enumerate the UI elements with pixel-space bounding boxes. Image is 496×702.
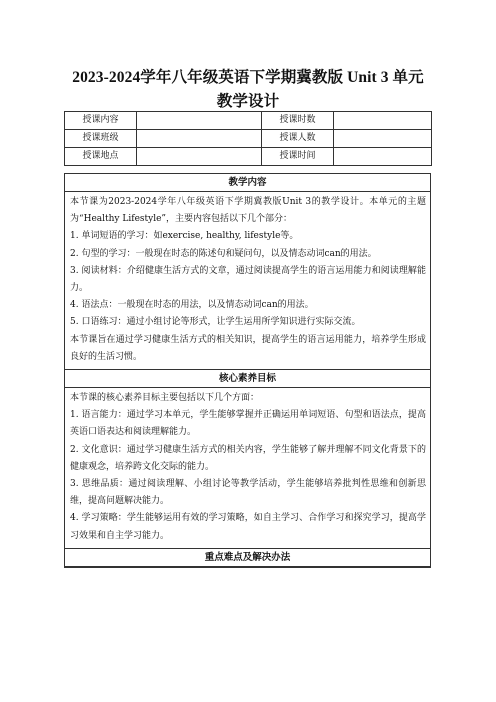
page-title-line-2: 教学设计 — [216, 93, 280, 110]
value-lesson-class[interactable] — [137, 130, 262, 148]
section-body-content — [65, 192, 430, 369]
value-lesson-location[interactable] — [137, 148, 262, 166]
value-lesson-hours[interactable] — [334, 112, 432, 130]
info-row-location — [65, 148, 432, 166]
section-header-difficulties: 重点难点及解决办法 — [65, 548, 430, 567]
value-lesson-content[interactable] — [137, 112, 262, 130]
goals-paragraph: 本节课的核心素养目标主要包括以下几个方面： — [70, 393, 260, 404]
goals-paragraph: 2. 文化意识：通过学习健康生活方式的相关内容，学生能够了解并理解不同文化背景下的健康观念，培养跨文化交际的能力。 — [70, 444, 426, 472]
label-student-count: 授课人数 — [262, 130, 334, 148]
page-title-line-1: 2023-2024学年八年级英语下学期冀教版 Unit 3 单元 — [72, 69, 424, 86]
goals-paragraph: 3. 思维品质：通过阅读理解、小组讨论等教学活动，学生能够培养批判性思维和创新思维，提高问题解决能力。 — [70, 479, 426, 507]
content-paragraph: 1. 单词短语的学习：如exercise, healthy, lifestyle等。 — [70, 231, 299, 242]
content-paragraph: 3. 阅读材料：介绍健康生活方式的文章，通过阅读提高学生的语言运用能力和阅读理解能力。 — [70, 265, 426, 294]
content-paragraph: 2. 句型的学习：一般现在时态的陈述句和疑问句，以及情态动词can的用法。 — [70, 248, 377, 259]
label-lesson-hours: 授课时数 — [262, 112, 334, 130]
section-header-content: 教学内容 — [65, 173, 430, 192]
lesson-sections — [64, 173, 431, 568]
value-lesson-time[interactable] — [334, 148, 432, 166]
label-lesson-class: 授课班级 — [65, 130, 137, 148]
content-paragraph: 本节课为2023-2024学年八年级英语下学期冀教版Unit 3的教学设计。本单元的主题为“Healthy Lifestyle”，主要内容包括以下几个部分： — [70, 197, 426, 225]
info-row-class — [65, 130, 432, 148]
info-row-content — [65, 112, 432, 130]
value-student-count[interactable] — [334, 130, 432, 148]
content-paragraph: 4. 语法点：一般现在时态的用法，以及情态动词can的用法。 — [70, 300, 314, 311]
lesson-info-table — [64, 111, 432, 166]
section-body-goals — [65, 388, 430, 548]
label-lesson-time: 授课时间 — [262, 148, 334, 166]
goals-paragraph: 1. 语言能力：通过学习本单元，学生能够掌握并正确运用单词短语、句型和语法点，提高英语口语表达和阅读理解能力。 — [70, 410, 426, 438]
section-header-goals: 核心素养目标 — [65, 369, 430, 388]
label-lesson-location: 授课地点 — [65, 148, 137, 166]
page-title — [60, 66, 436, 114]
goals-paragraph: 4. 学习策略：学生能够运用有效的学习策略，如自主学习、合作学习和探究学习，提高学习效果和自主学习能力。 — [70, 513, 426, 541]
label-lesson-content: 授课内容 — [65, 112, 137, 130]
content-paragraph: 本节课旨在通过学习健康生活方式的相关知识，提高学生的语言运用能力，培养学生形成良好的生活习惯。 — [70, 334, 426, 362]
content-paragraph: 5. 口语练习：通过小组讨论等形式，让学生运用所学知识进行实际交流。 — [70, 317, 361, 328]
